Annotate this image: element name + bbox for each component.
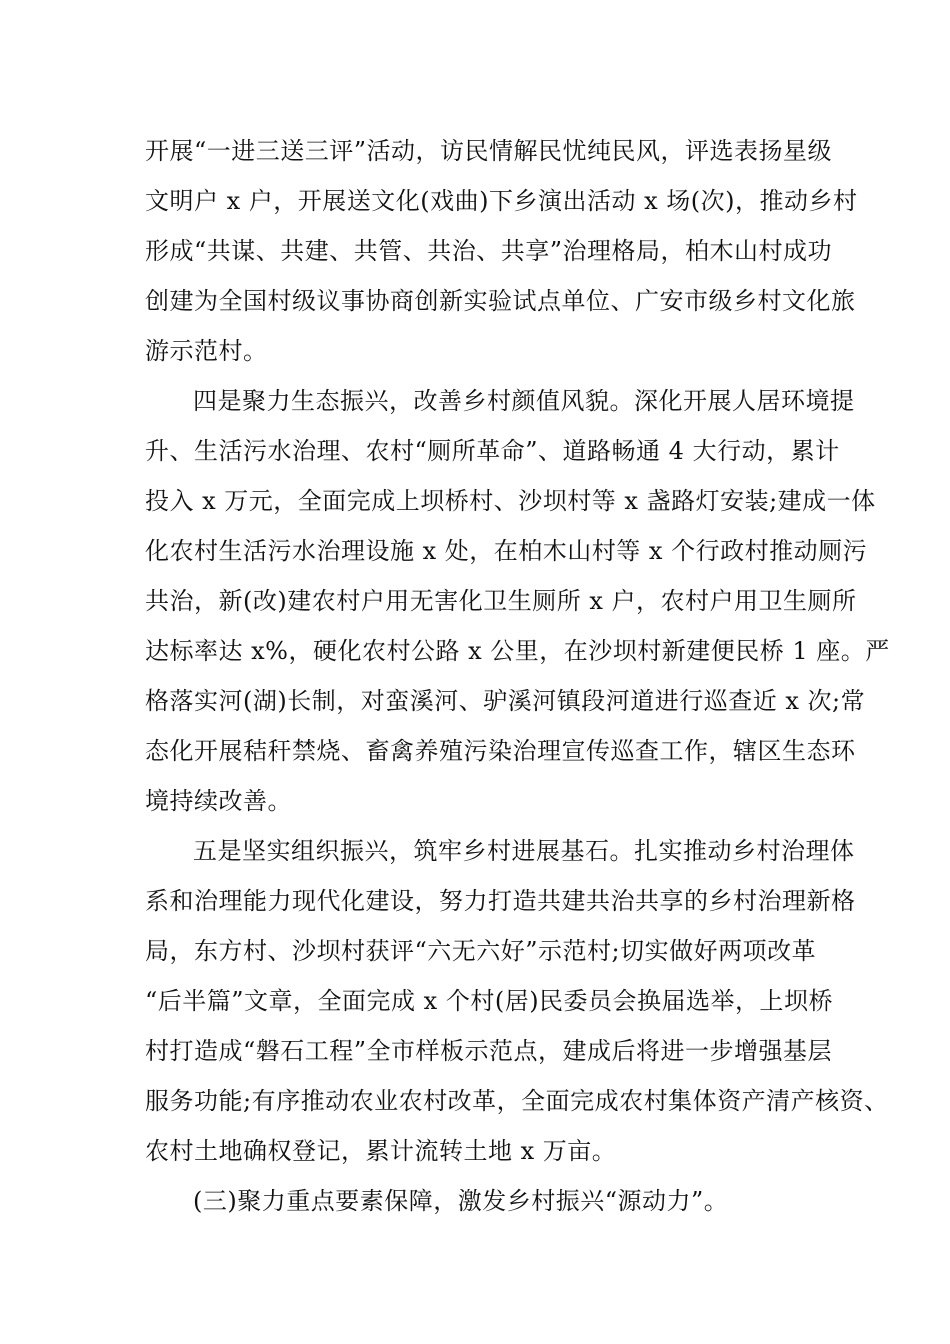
- text-line: 格落实河(湖)长制，对蛮溪河、驴溪河镇段河道进行巡查近 x 次;常: [145, 687, 866, 715]
- text-line: 升、生活污水治理、农村“厕所革命”、道路畅通 4 大行动，累计: [145, 437, 840, 465]
- text-line: 化农村生活污水治理设施 x 处，在柏木山村等 x 个行政村推动厕污: [145, 537, 868, 565]
- paragraph-4-first-line: 四是聚力生态振兴，改善乡村颜值风貌。深化开展人居环境提: [193, 387, 855, 415]
- text-line: 境持续改善。: [145, 787, 292, 815]
- text-line: 创建为全国村级议事协商创新实验试点单位、广安市级乡村文化旅: [145, 287, 856, 315]
- text-line: 投入 x 万元，全面完成上坝桥村、沙坝村等 x 盏路灯安装;建成一体: [145, 487, 876, 515]
- text-line: 农村土地确权登记，累计流转土地 x 万亩。: [145, 1137, 617, 1165]
- text-line: 共治，新(改)建农村户用无害化卫生厕所 x 户，农村户用卫生厕所: [145, 587, 857, 615]
- paragraph-5-first-line: 五是坚实组织振兴，筑牢乡村进展基石。扎实推动乡村治理体: [193, 837, 855, 865]
- text-line: 游示范村。: [145, 337, 268, 365]
- text-line: “后半篇”文章，全面完成 x 个村(居)民委员会换届选举，上坝桥: [145, 987, 834, 1015]
- text-line: 形成“共谋、共建、共管、共治、共享”治理格局，柏木山村成功: [145, 237, 833, 265]
- text-line: 服务功能;有序推动农业农村改革，全面完成农村集体资产清产核资、: [145, 1087, 889, 1115]
- text-line: 达标率达 x%，硬化农村公路 x 公里，在沙坝村新建便民桥 1 座。严: [145, 637, 890, 665]
- text-line: 局，东方村、沙坝村获评“六无六好”示范村;切实做好两项改革: [145, 937, 817, 965]
- section-heading: (三)聚力重点要素保障，激发乡村振兴“源动力”。: [193, 1187, 729, 1215]
- text-line: 文明户 x 户，开展送文化(戏曲)下乡演出活动 x 场(次)，推动乡村: [145, 187, 858, 215]
- text-line: 系和治理能力现代化建设，努力打造共建共治共享的乡村治理新格: [145, 887, 856, 915]
- text-line: 开展“一进三送三评”活动，访民情解民忧纯民风，评选表扬星级: [145, 137, 833, 165]
- text-line: 态化开展秸秆禁烧、畜禽养殖污染治理宣传巡查工作，辖区生态环: [145, 737, 856, 765]
- text-line: 村打造成“磐石工程”全市样板示范点，建成后将进一步增强基层: [145, 1037, 833, 1065]
